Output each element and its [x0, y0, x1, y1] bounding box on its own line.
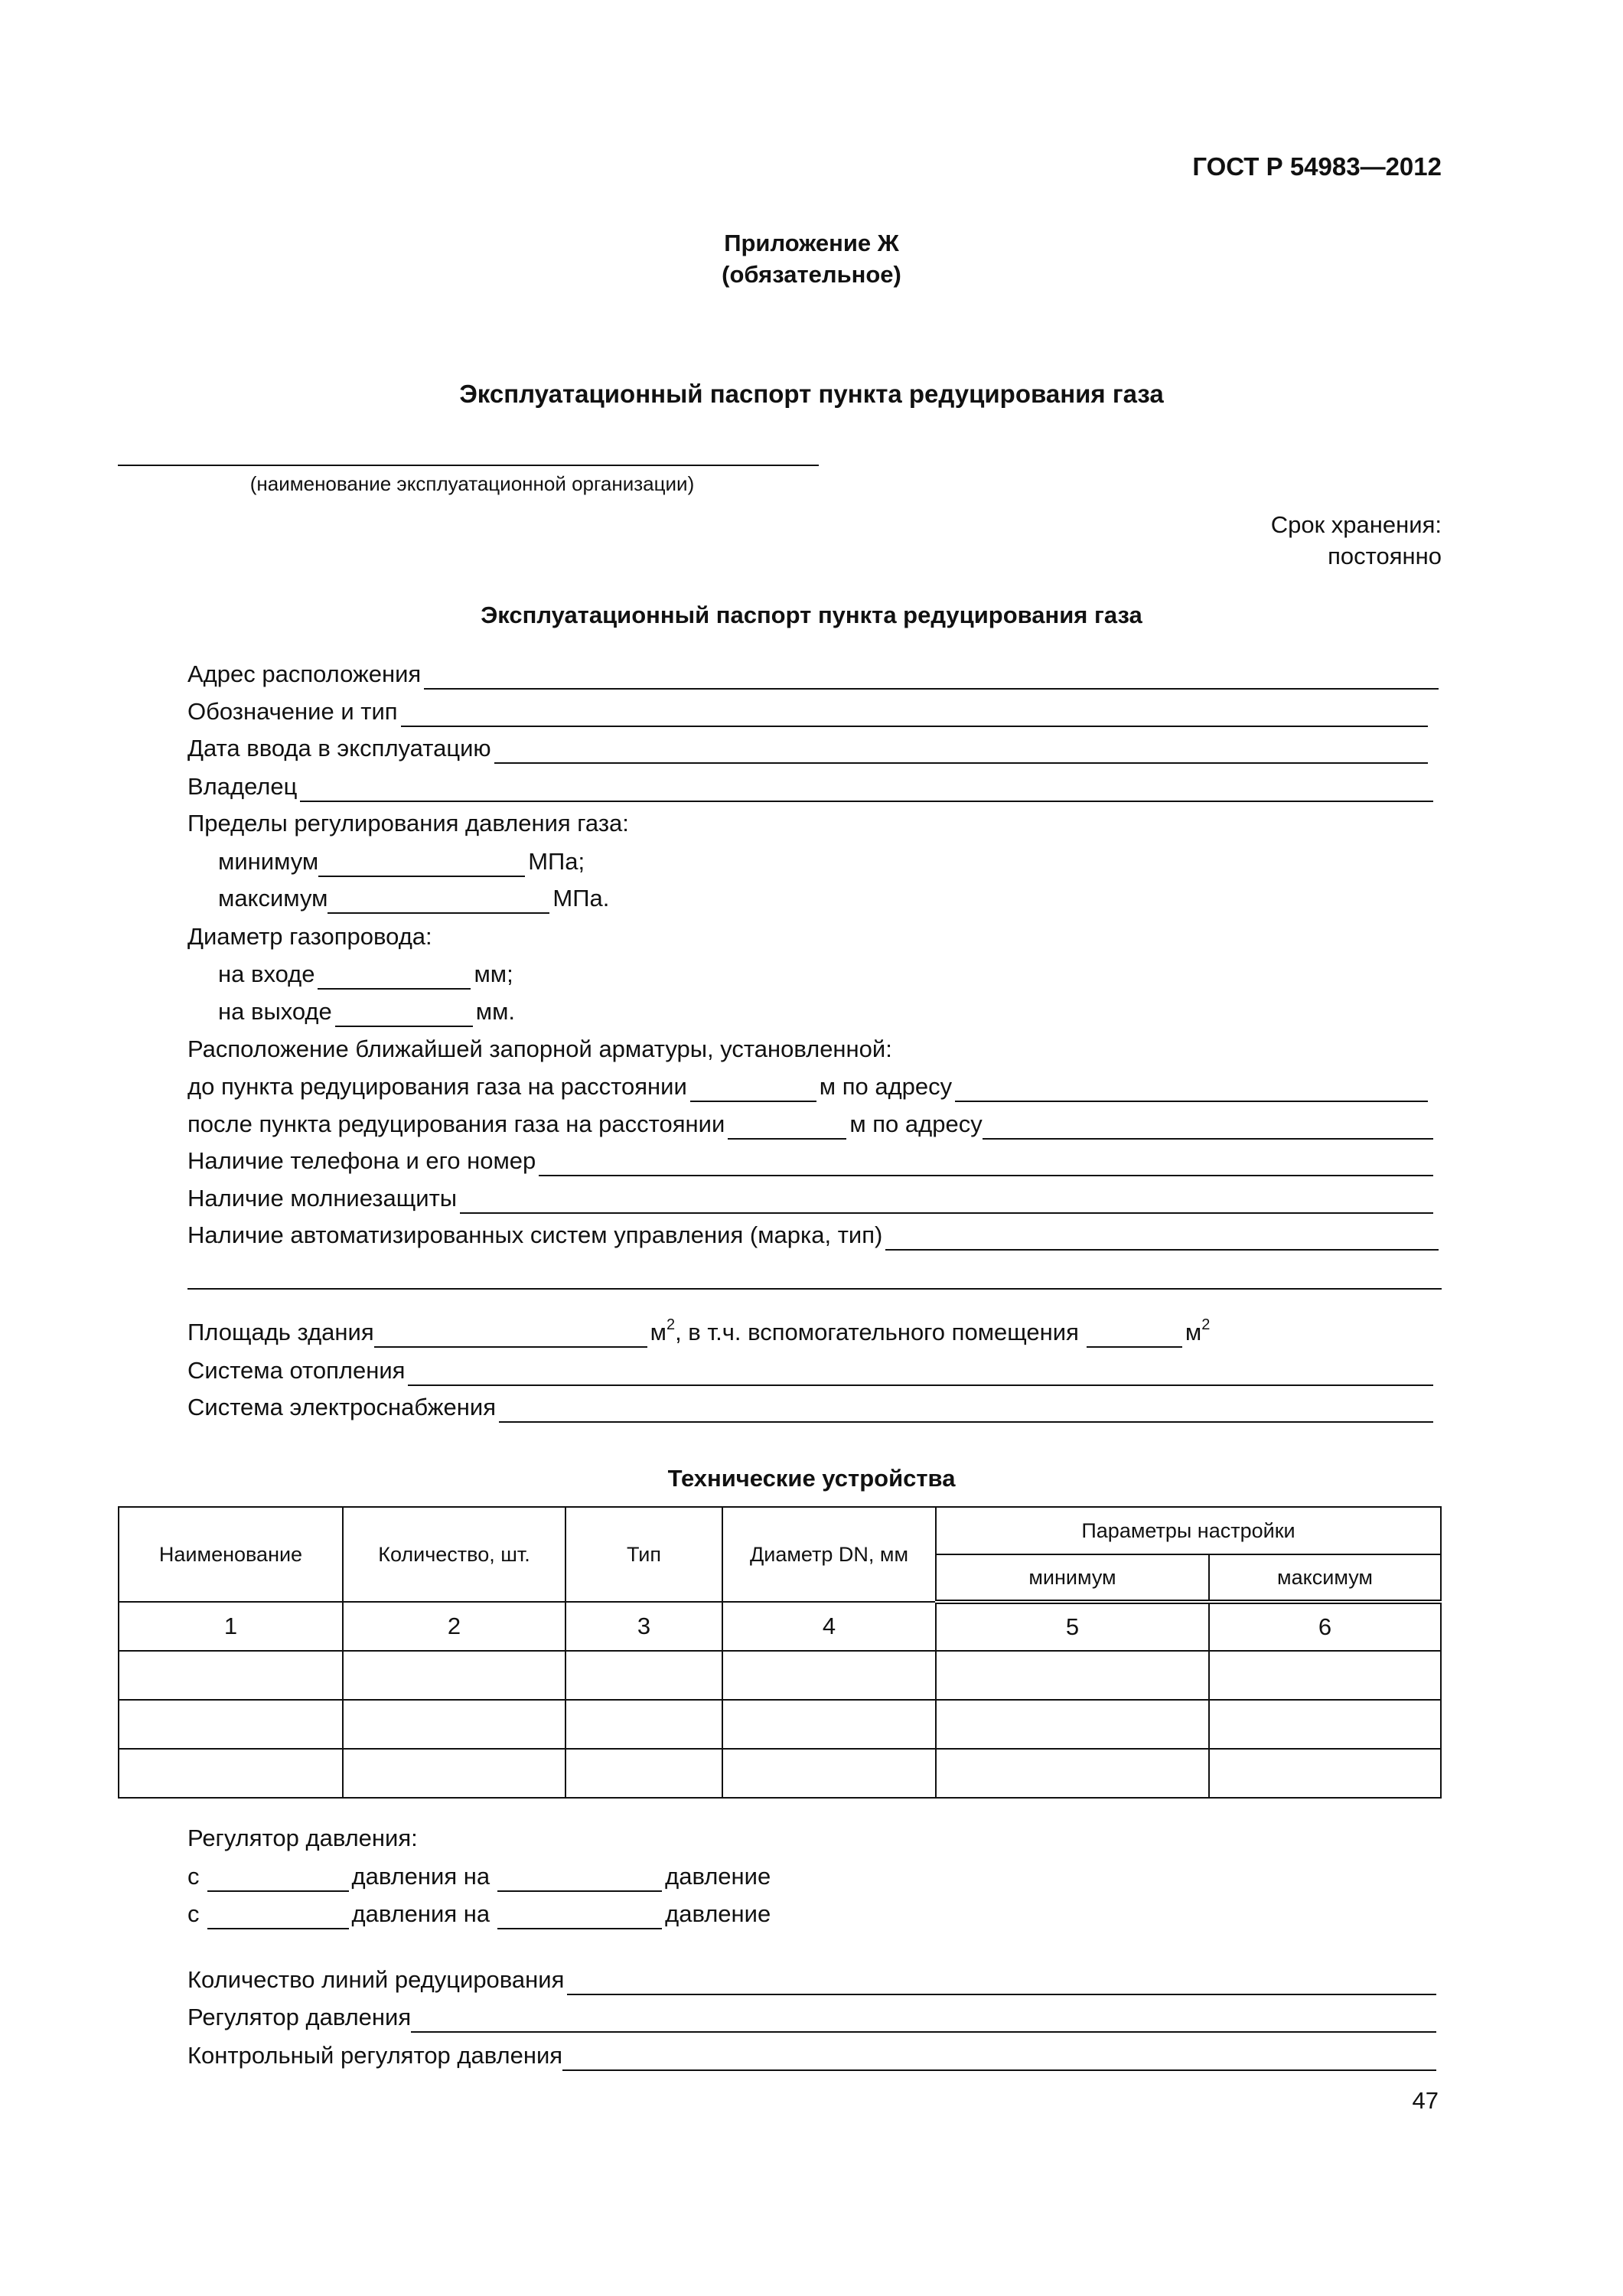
table-row [119, 1651, 1441, 1700]
inlet-unit: мм; [474, 960, 513, 987]
to-pressure-field[interactable] [497, 1867, 662, 1892]
pressure-limits-heading [187, 808, 629, 839]
header-settings: Параметры настройки [936, 1507, 1441, 1554]
pressure-regulator-row [187, 2002, 1439, 2033]
pressure-to-label: давления на [351, 1900, 490, 1927]
before-distance-field[interactable] [690, 1078, 816, 1102]
address-label: Адрес расположения [187, 660, 422, 687]
automation-continuation-row [187, 1259, 1442, 1290]
column-number: 6 [1209, 1602, 1441, 1651]
reduction-lines-label: Количество линий редуцирования [187, 1966, 565, 1993]
valve-after-row [187, 1109, 1436, 1140]
inlet-label: на входе [218, 960, 315, 987]
heating-row [187, 1355, 1436, 1386]
lightning-field[interactable] [460, 1189, 1433, 1214]
phone-row [187, 1146, 1436, 1176]
commission-date-row [187, 733, 1431, 764]
pressure-regulator-field[interactable] [411, 2008, 1436, 2033]
diameter-heading [187, 921, 432, 952]
valve-before-row [187, 1071, 1431, 1102]
min-unit: МПа; [528, 848, 585, 875]
organization-name-line[interactable] [118, 465, 819, 466]
table-row [119, 1749, 1441, 1798]
regulator-heading [187, 1823, 418, 1854]
min-label: минимум [218, 848, 319, 875]
min-pressure-row [218, 846, 585, 877]
header-quantity: Количество, шт. [343, 1507, 565, 1602]
from-label: с [187, 1900, 200, 1927]
before-address-field[interactable] [955, 1078, 1428, 1102]
table-cell[interactable] [1209, 1651, 1441, 1700]
table-cell[interactable] [936, 1700, 1209, 1749]
commission-date-label: Дата ввода в эксплуатацию [187, 735, 491, 762]
designation-field[interactable] [401, 703, 1428, 727]
table-cell[interactable] [119, 1700, 343, 1749]
pressure-label: давление [665, 1900, 771, 1927]
reduction-lines-row [187, 1965, 1439, 1995]
column-number: 5 [936, 1602, 1209, 1651]
aux-label: , в т.ч. вспомогательного помещения [675, 1319, 1079, 1345]
regulator-row-1 [187, 1861, 771, 1892]
valves-label: Расположение ближайшей запорной арматуры, установленной: [187, 1035, 892, 1062]
table-cell[interactable] [343, 1700, 565, 1749]
max-pressure-field[interactable] [328, 889, 549, 914]
header-diameter: Диаметр DN, мм [722, 1507, 936, 1602]
min-pressure-field[interactable] [318, 853, 525, 877]
owner-label: Владелец [187, 773, 298, 800]
aux-area-unit: $м^2$ [1185, 1316, 1211, 1345]
technical-devices-table [118, 1506, 1442, 1799]
phone-label: Наличие телефона и его номер [187, 1147, 536, 1174]
table-cell[interactable] [1209, 1700, 1441, 1749]
area-label: Площадь здания [187, 1319, 374, 1345]
standard-number: ГОСТ Р 54983—2012 [1192, 152, 1442, 181]
area-row [187, 1317, 1210, 1348]
document-title: Эксплуатационный паспорт пункта редуцирования газа [459, 380, 1164, 408]
table-cell[interactable] [722, 1749, 936, 1798]
table-cell[interactable] [343, 1651, 565, 1700]
regulator-row-2 [187, 1899, 771, 1929]
outlet-field[interactable] [335, 1003, 473, 1027]
after-label: после пункта редуцирования газа на расстоянии [187, 1110, 725, 1137]
table-row [119, 1700, 1441, 1749]
area-field[interactable] [374, 1323, 647, 1348]
table-cell[interactable] [119, 1749, 343, 1798]
address-row [187, 659, 1442, 690]
valves-heading [187, 1034, 892, 1065]
storage-label: Срок хранения: [1270, 511, 1442, 538]
max-label: максимум [218, 885, 328, 912]
heating-field[interactable] [408, 1362, 1433, 1386]
power-row [187, 1392, 1436, 1423]
appendix-title: Приложение Ж [724, 230, 899, 256]
commission-date-field[interactable] [494, 739, 1428, 764]
heating-label: Система отопления [187, 1357, 406, 1384]
table-cell[interactable] [565, 1749, 722, 1798]
automation-label: Наличие автоматизированных систем управления (марка, тип) [187, 1221, 883, 1248]
from-pressure-field[interactable] [207, 1905, 349, 1929]
after-m-address: м по адресу [849, 1110, 983, 1137]
header-minimum: минимум [936, 1554, 1209, 1602]
control-regulator-field[interactable] [562, 2047, 1436, 2071]
appendix-status: (обязательное) [722, 261, 901, 288]
max-pressure-row [218, 883, 609, 914]
owner-row [187, 771, 1436, 802]
column-number: 2 [343, 1602, 565, 1651]
table-cell[interactable] [119, 1651, 343, 1700]
pressure-label: давление [665, 1863, 771, 1890]
automation-field[interactable] [885, 1226, 1439, 1251]
after-distance-field[interactable] [728, 1115, 846, 1140]
diameter-label: Диаметр газопровода: [187, 923, 432, 950]
area-unit: $м^2$ [650, 1316, 676, 1345]
table-cell[interactable] [343, 1749, 565, 1798]
column-number-row [119, 1602, 1441, 1651]
header-name: Наименование [119, 1507, 343, 1602]
aux-area-field[interactable] [1087, 1323, 1182, 1348]
regulator-label: Регулятор давления: [187, 1825, 418, 1851]
table-cell[interactable] [936, 1749, 1209, 1798]
before-m-address: м по адресу [819, 1073, 953, 1100]
outlet-label: на выходе [218, 998, 332, 1025]
designation-row [187, 696, 1431, 727]
from-label: с [187, 1863, 200, 1890]
owner-field[interactable] [300, 778, 1433, 802]
table-cell[interactable] [565, 1700, 722, 1749]
power-label: Система электроснабжения [187, 1394, 496, 1420]
table-cell[interactable] [1209, 1749, 1441, 1798]
inlet-row [218, 959, 513, 990]
max-unit: МПа. [552, 885, 610, 912]
header-type: Тип [565, 1507, 722, 1602]
reduction-lines-field[interactable] [567, 1971, 1436, 1995]
to-pressure-field[interactable] [497, 1905, 662, 1929]
control-regulator-label: Контрольный регулятор давления [187, 2042, 563, 2069]
lightning-label: Наличие молниезащиты [187, 1185, 458, 1212]
outlet-unit: мм. [475, 998, 516, 1025]
column-number: 3 [565, 1602, 722, 1651]
column-number: 1 [119, 1602, 343, 1651]
address-field[interactable] [424, 665, 1439, 690]
inlet-field[interactable] [318, 965, 471, 990]
phone-field[interactable] [539, 1152, 1433, 1176]
form-title: Эксплуатационный паспорт пункта редуцирования газа [481, 602, 1142, 628]
table-cell[interactable] [722, 1700, 936, 1749]
automation-field-continued[interactable] [187, 1265, 1442, 1290]
header-maximum: максимум [1209, 1554, 1441, 1602]
table-cell[interactable] [936, 1651, 1209, 1700]
pressure-regulator-label: Регулятор давления [187, 2004, 412, 2030]
pressure-limits-label: Пределы регулирования давления газа: [187, 810, 629, 837]
page-number: 47 [1412, 2087, 1439, 2114]
power-field[interactable] [499, 1398, 1433, 1423]
after-address-field[interactable] [983, 1115, 1433, 1140]
table-cell[interactable] [565, 1651, 722, 1700]
outlet-row [218, 996, 515, 1027]
lightning-row [187, 1183, 1436, 1214]
from-pressure-field[interactable] [207, 1867, 349, 1892]
designation-label: Обозначение и тип [187, 698, 398, 725]
table-title: Технические устройства [667, 1465, 956, 1492]
table-cell[interactable] [722, 1651, 936, 1700]
automation-row [187, 1220, 1442, 1251]
column-number: 4 [722, 1602, 936, 1651]
before-label: до пункта редуцирования газа на расстоянии [187, 1073, 687, 1100]
storage-value: постоянно [1328, 543, 1442, 569]
organization-caption: (наименование эксплуатационной организации) [249, 472, 695, 495]
pressure-to-label: давления на [351, 1863, 490, 1890]
control-regulator-row [187, 2040, 1439, 2071]
